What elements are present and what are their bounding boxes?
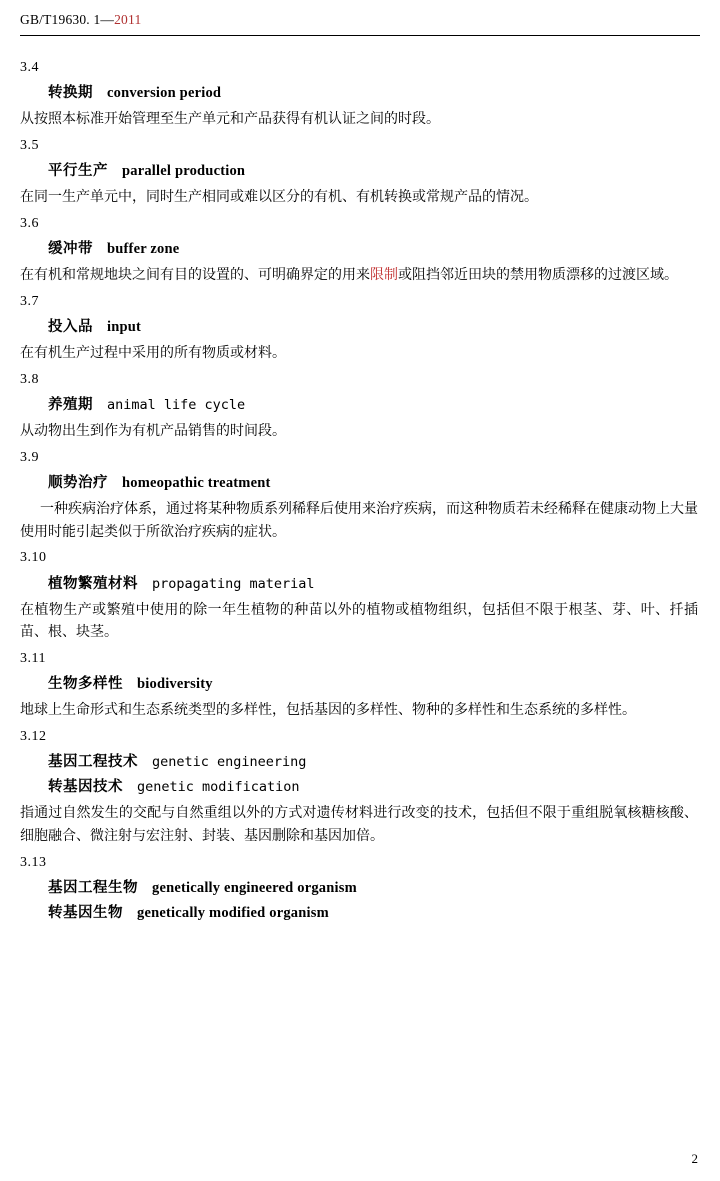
term-heading xyxy=(20,81,698,105)
term-entry xyxy=(20,214,698,291)
term-chinese: 基因工程技术 xyxy=(48,754,138,771)
term-english: propagating material xyxy=(152,575,315,592)
clause-number: 3.10 xyxy=(20,550,47,566)
term-definition: 一种疾病治疗体系，通过将某种物质系列稀释后使用来治疗疾病，而这种物质若未经稀释在健康动物上大量使用时能引起类似于所欲治疗疾病的症状。 xyxy=(20,501,698,540)
term-english: genetically engineered organism xyxy=(152,880,357,897)
term-chinese: 基因工程生物 xyxy=(48,880,138,897)
definition-keyword: 限制 xyxy=(370,267,398,284)
term-definition: 在同一生产单元中，同时生产相同或难以区分的有机、有机转换或常规产品的情况。 xyxy=(20,189,538,206)
term-heading xyxy=(20,572,698,596)
clause-number: 3.9 xyxy=(20,449,39,465)
term-entry xyxy=(20,853,698,925)
definition-text: 或阻挡邻近田块的禁用物质漂移的过渡区域。 xyxy=(398,267,678,284)
clause-number: 3.13 xyxy=(20,854,47,870)
term-chinese: 缓冲带 xyxy=(48,241,93,258)
term-heading xyxy=(20,393,698,417)
term-heading xyxy=(20,315,698,339)
term-english: genetic modification xyxy=(137,779,300,796)
term-chinese: 生物多样性 xyxy=(48,676,123,693)
term-entry xyxy=(20,370,698,447)
term-heading xyxy=(20,750,698,774)
term-chinese: 转基因技术 xyxy=(48,779,123,796)
term-definition: 在有机生产过程中采用的所有物质或材料。 xyxy=(20,345,286,362)
standard-number: GB/T19630. 1— xyxy=(20,12,115,27)
term-chinese: 养殖期 xyxy=(48,397,93,414)
term-entry xyxy=(20,58,698,135)
clause-number: 3.7 xyxy=(20,293,39,309)
term-english: genetically modified organism xyxy=(137,905,329,922)
page-header xyxy=(18,10,702,34)
term-english: homeopathic treatment xyxy=(122,475,271,492)
term-heading xyxy=(20,159,698,183)
term-entry xyxy=(20,727,698,852)
term-english: biodiversity xyxy=(137,676,213,693)
term-entry xyxy=(20,292,698,369)
term-entry xyxy=(20,448,698,548)
term-heading xyxy=(20,237,698,261)
term-heading xyxy=(20,672,698,696)
term-definition: 地球上生命形式和生态系统类型的多样性，包括基因的多样性、物种的多样性和生态系统的多样性。 xyxy=(20,702,636,719)
clause-number: 3.8 xyxy=(20,371,39,387)
document-body xyxy=(18,58,702,925)
term-heading-secondary xyxy=(20,775,698,799)
term-definition: 在植物生产或繁殖中使用的除一年生植物的种苗以外的植物或植物组织，包括但不限于根茎、芽、叶、扦插苗、根、块茎。 xyxy=(20,601,698,641)
term-chinese: 顺势治疗 xyxy=(48,475,108,492)
term-chinese: 平行生产 xyxy=(48,163,108,180)
term-english: parallel production xyxy=(122,163,246,180)
page-number: 2 xyxy=(691,1151,698,1166)
term-entry xyxy=(20,649,698,726)
term-definition xyxy=(20,262,698,291)
clause-number: 3.12 xyxy=(20,729,47,745)
term-definition: 从按照本标准开始管理至生产单元和产品获得有机认证之间的时段。 xyxy=(20,111,440,128)
term-heading xyxy=(20,471,698,495)
term-english: conversion period xyxy=(107,85,222,102)
term-entry xyxy=(20,548,698,648)
clause-number: 3.4 xyxy=(20,60,39,75)
term-english: genetic engineering xyxy=(152,754,307,771)
term-definition: 从动物出生到作为有机产品销售的时间段。 xyxy=(20,423,286,440)
clause-number: 3.11 xyxy=(20,651,46,667)
clause-number: 3.5 xyxy=(20,137,39,153)
term-english: input xyxy=(107,319,142,336)
term-entry xyxy=(20,136,698,213)
term-chinese: 转基因生物 xyxy=(48,905,123,922)
header-divider xyxy=(20,35,700,36)
clause-number: 3.6 xyxy=(20,215,39,231)
term-chinese: 转换期 xyxy=(48,85,93,102)
standard-year: 2011 xyxy=(114,12,142,27)
definition-text: 在有机和常规地块之间有目的设置的、可明确界定的用来 xyxy=(20,267,370,284)
term-english: buffer zone xyxy=(107,241,180,258)
term-chinese: 植物繁殖材料 xyxy=(48,575,138,592)
term-heading xyxy=(20,876,698,900)
term-heading-secondary xyxy=(20,901,698,925)
term-definition: 指通过自然发生的交配与自然重组以外的方式对遗传材料进行改变的技术，包括但不限于重组脱氧核糖核酸、细胞融合、微注射与宏注射、封装、基因删除和基因加倍。 xyxy=(20,805,698,845)
term-chinese: 投入品 xyxy=(48,319,93,336)
term-english: animal life cycle xyxy=(107,397,246,414)
